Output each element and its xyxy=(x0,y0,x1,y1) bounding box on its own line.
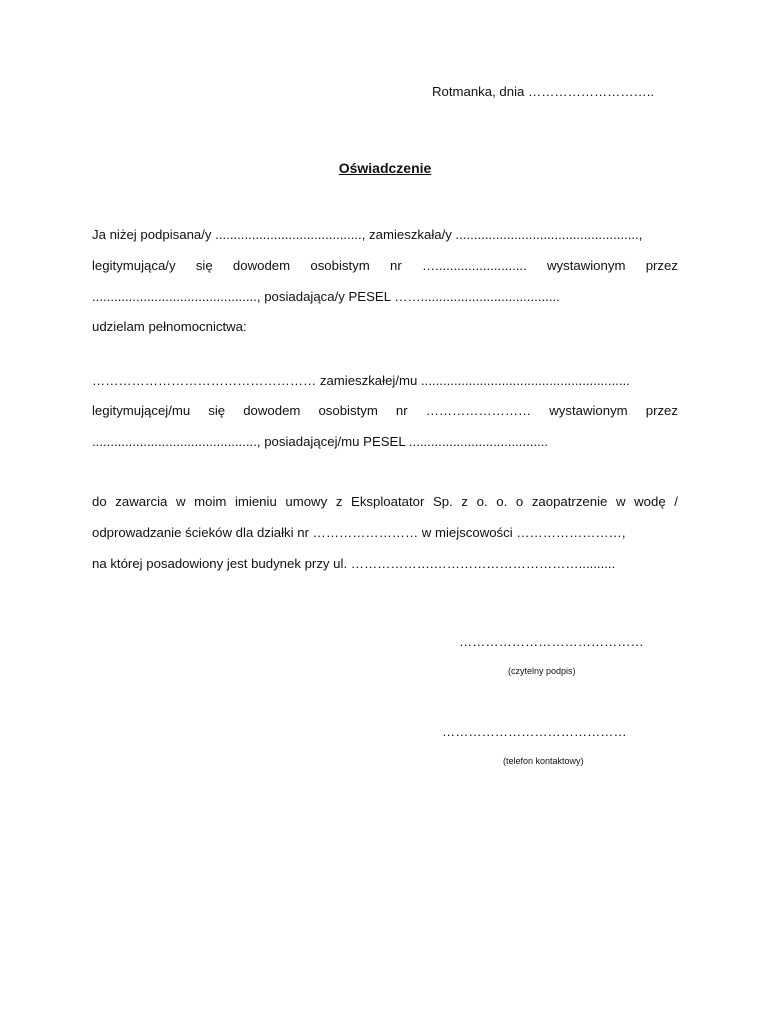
purpose-word: zaopatrzenie xyxy=(531,494,608,509)
attorney-id-word: się xyxy=(208,403,226,418)
purpose-word: w xyxy=(615,494,626,509)
attorney-id-word: przez xyxy=(645,403,678,418)
attorney-id-word: osobistym xyxy=(318,403,378,418)
grantor-id-word: osobistym xyxy=(310,258,370,273)
grantor-id-word: dowodem xyxy=(232,258,291,273)
purpose-word: z xyxy=(335,494,343,509)
purpose-word: Sp. xyxy=(432,494,453,509)
attorney-id-line xyxy=(92,403,678,419)
signature-field: …………………………………… xyxy=(459,634,644,649)
attorney-id-word: legitymującej/mu xyxy=(92,403,191,418)
phone-field: …………………………………… xyxy=(442,724,627,739)
grantor-name-address-line: Ja niżej podpisana/y ........................................, zamieszkała/y .................................................., xyxy=(92,227,643,242)
purpose-word: o. xyxy=(476,494,488,509)
purpose-word: wodę xyxy=(634,494,666,509)
grantor-id-line xyxy=(92,258,678,274)
grantor-pesel-line: ............................................., posiadająca/y PESEL ……...................................... xyxy=(92,289,560,304)
attorney-id-word: wystawionym xyxy=(549,403,628,418)
place-date-line: Rotmanka, dnia ……………………….. xyxy=(432,84,655,99)
attorney-id-word: nr xyxy=(395,403,408,418)
attorney-pesel-line: ............................................., posiadającej/mu PESEL ...................................... xyxy=(92,434,549,449)
purpose-word: moim xyxy=(194,494,227,509)
purpose-word: o. xyxy=(496,494,508,509)
purpose-word: umowy xyxy=(285,494,328,509)
grantor-id-word: legitymująca/y xyxy=(92,258,176,273)
purpose-word: Eksploatator xyxy=(351,494,425,509)
signature-caption: (czytelny podpis) xyxy=(508,666,576,676)
purpose-word: / xyxy=(674,494,678,509)
purpose-word: zawarcia xyxy=(115,494,168,509)
phone-caption: (telefon kontaktowy) xyxy=(503,756,584,766)
attorney-name-address-line: …………………………………………… zamieszkałej/mu ......................................................... xyxy=(92,373,630,388)
grantor-id-word: przez xyxy=(645,258,678,273)
attorney-id-word: …………………… xyxy=(425,403,532,418)
attorney-id-word: dowodem xyxy=(243,403,301,418)
purpose-line-3: na której posadowiony jest budynek przy ul. ……………….…………………………….......... xyxy=(92,556,616,571)
grantor-id-word: nr xyxy=(389,258,402,273)
document-title: Oświadczenie xyxy=(338,160,432,176)
purpose-word: w xyxy=(175,494,186,509)
grant-statement: udzielam pełnomocnictwa: xyxy=(92,319,247,334)
purpose-line-1 xyxy=(92,494,678,510)
purpose-line-2: odprowadzanie ścieków dla działki nr …………………… w miejscowości ……………………, xyxy=(92,525,626,540)
grantor-id-word: …......................... xyxy=(421,258,527,273)
purpose-word: o xyxy=(515,494,524,509)
grantor-id-word: się xyxy=(195,258,213,273)
purpose-word: z xyxy=(461,494,468,509)
purpose-word: do xyxy=(92,494,107,509)
grantor-id-word: wystawionym xyxy=(547,258,626,273)
purpose-word: imieniu xyxy=(235,494,277,509)
